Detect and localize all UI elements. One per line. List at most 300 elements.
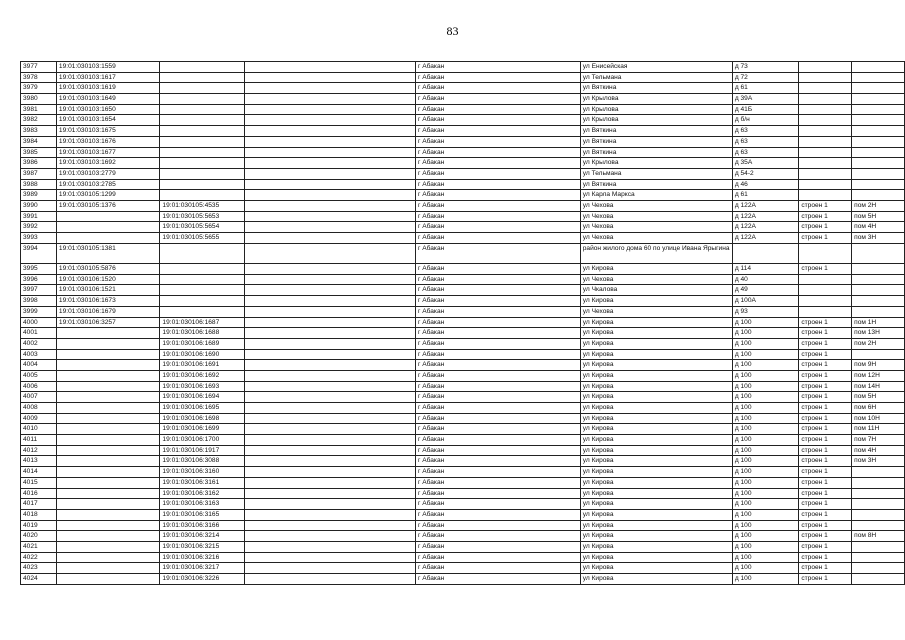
street-cell: ул Кирова [580,424,732,435]
house-cell: д 100 [732,541,799,552]
house-cell: д 100 [732,403,799,414]
city-cell: г Абакан [415,179,580,190]
object-cadastral-number-cell [160,115,244,126]
object-cadastral-number-cell [160,158,244,169]
cadastral-number-cell: 19:01:030103:1617 [56,72,160,83]
row-number-cell: 3993 [21,233,57,244]
city-cell: г Абакан [415,381,580,392]
house-cell: д 100 [732,531,799,542]
table-row [21,72,905,83]
building-cell: строен 1 [799,200,852,211]
cadastral-number-cell [56,413,160,424]
street-cell: ул Крылова [580,115,732,126]
cadastral-number-cell: 19:01:030106:1521 [56,285,160,296]
table-row [21,563,905,574]
empty-cell [244,531,415,542]
object-cadastral-number-cell [160,126,244,137]
object-cadastral-number-cell [160,136,244,147]
city-cell: г Абакан [415,338,580,349]
street-cell: ул Чехова [580,211,732,222]
table-row [21,467,905,478]
room-cell: пом 10Н [852,413,905,424]
table-row [21,424,905,435]
table-row [21,574,905,585]
room-cell [852,243,905,263]
object-cadastral-number-cell: 19:01:030106:3161 [160,477,244,488]
object-cadastral-number-cell: 19:01:030105:5653 [160,211,244,222]
cadastral-number-cell [56,445,160,456]
street-cell: ул Вяткина [580,126,732,137]
house-cell: д 122А [732,200,799,211]
cadastral-number-cell [56,509,160,520]
row-number-cell: 3992 [21,222,57,233]
street-cell: ул Вяткина [580,136,732,147]
city-cell: г Абакан [415,126,580,137]
table-row [21,552,905,563]
table-row [21,264,905,275]
row-number-cell: 3980 [21,94,57,105]
table-row [21,179,905,190]
cadastral-number-cell: 19:01:030103:1559 [56,62,160,73]
object-cadastral-number-cell: 19:01:030106:3088 [160,456,244,467]
cadastral-number-cell: 19:01:030106:1520 [56,274,160,285]
city-cell: г Абакан [415,574,580,585]
cadastral-number-cell: 19:01:030103:1650 [56,104,160,115]
house-cell: д 100 [732,349,799,360]
building-cell: строен 1 [799,445,852,456]
building-cell: строен 1 [799,477,852,488]
object-cadastral-number-cell: 19:01:030106:1917 [160,445,244,456]
cadastral-number-cell [56,338,160,349]
object-cadastral-number-cell: 19:01:030106:3214 [160,531,244,542]
empty-cell [244,136,415,147]
room-cell: пом 4Н [852,445,905,456]
room-cell [852,62,905,73]
room-cell: пом 5Н [852,392,905,403]
row-number-cell: 4007 [21,392,57,403]
object-cadastral-number-cell: 19:01:030106:1689 [160,338,244,349]
table-row [21,370,905,381]
row-number-cell: 4018 [21,509,57,520]
empty-cell [244,179,415,190]
row-number-cell: 3981 [21,104,57,115]
table-row [21,136,905,147]
object-cadastral-number-cell: 19:01:030106:3162 [160,488,244,499]
row-number-cell: 4001 [21,328,57,339]
cadastral-number-cell [56,392,160,403]
cadastral-number-cell: 19:01:030105:5876 [56,264,160,275]
object-cadastral-number-cell: 19:01:030106:3226 [160,574,244,585]
room-cell: пом 12Н [852,370,905,381]
table-row [21,435,905,446]
room-cell [852,467,905,478]
empty-cell [244,104,415,115]
empty-cell [244,190,415,201]
building-cell [799,285,852,296]
house-cell: д 63 [732,147,799,158]
row-number-cell: 4019 [21,520,57,531]
street-cell: ул Кирова [580,445,732,456]
street-cell: ул Кирова [580,435,732,446]
building-cell [799,190,852,201]
empty-cell [244,274,415,285]
street-cell: ул Тельмана [580,168,732,179]
house-cell: д 100 [732,338,799,349]
table-row [21,499,905,510]
city-cell: г Абакан [415,509,580,520]
building-cell: строен 1 [799,222,852,233]
building-cell: строен 1 [799,211,852,222]
house-cell: д 100 [732,435,799,446]
row-number-cell: 3984 [21,136,57,147]
building-cell: строен 1 [799,381,852,392]
city-cell: г Абакан [415,552,580,563]
street-cell: ул Кирова [580,264,732,275]
object-cadastral-number-cell [160,168,244,179]
object-cadastral-number-cell [160,264,244,275]
city-cell: г Абакан [415,520,580,531]
building-cell: строен 1 [799,499,852,510]
empty-cell [244,349,415,360]
room-cell [852,147,905,158]
table-row [21,403,905,414]
city-cell: г Абакан [415,94,580,105]
row-number-cell: 3998 [21,296,57,307]
cadastral-number-cell [56,531,160,542]
house-cell: д 100 [732,477,799,488]
building-cell: строен 1 [799,328,852,339]
city-cell: г Абакан [415,467,580,478]
empty-cell [244,541,415,552]
cadastral-number-cell [56,233,160,244]
row-number-cell: 3990 [21,200,57,211]
room-cell [852,306,905,317]
cadastral-number-cell: 19:01:030103:1692 [56,158,160,169]
house-cell: д 100 [732,370,799,381]
row-number-cell: 3988 [21,179,57,190]
street-cell: ул Кирова [580,403,732,414]
building-cell [799,168,852,179]
cadastral-number-cell [56,360,160,371]
building-cell: строен 1 [799,456,852,467]
cadastral-number-cell: 19:01:030103:1675 [56,126,160,137]
object-cadastral-number-cell: 19:01:030106:3163 [160,499,244,510]
empty-cell [244,435,415,446]
cadastral-number-cell [56,488,160,499]
row-number-cell: 4012 [21,445,57,456]
cadastral-number-cell [56,435,160,446]
row-number-cell: 3985 [21,147,57,158]
table-row [21,413,905,424]
empty-cell [244,115,415,126]
object-cadastral-number-cell: 19:01:030106:3216 [160,552,244,563]
building-cell [799,126,852,137]
city-cell: г Абакан [415,328,580,339]
city-cell: г Абакан [415,147,580,158]
object-cadastral-number-cell: 19:01:030106:3166 [160,520,244,531]
object-cadastral-number-cell: 19:01:030106:3165 [160,509,244,520]
street-cell: ул Крылова [580,158,732,169]
room-cell [852,94,905,105]
room-cell: пом 3Н [852,456,905,467]
object-cadastral-number-cell: 19:01:030106:1695 [160,403,244,414]
street-cell: ул Чехова [580,222,732,233]
city-cell: г Абакан [415,499,580,510]
object-cadastral-number-cell: 19:01:030106:1691 [160,360,244,371]
house-cell: д 100 [732,509,799,520]
street-cell: ул Кирова [580,317,732,328]
house-cell: д 63 [732,126,799,137]
room-cell: пом 11Н [852,424,905,435]
house-cell: д 41Б [732,104,799,115]
row-number-cell: 4020 [21,531,57,542]
city-cell: г Абакан [415,115,580,126]
object-cadastral-number-cell: 19:01:030106:1700 [160,435,244,446]
city-cell: г Абакан [415,306,580,317]
object-cadastral-number-cell [160,179,244,190]
room-cell [852,168,905,179]
room-cell: пом 8Н [852,531,905,542]
row-number-cell: 4010 [21,424,57,435]
row-number-cell: 3978 [21,72,57,83]
building-cell: строен 1 [799,435,852,446]
empty-cell [244,285,415,296]
house-cell: д 49 [732,285,799,296]
house-cell: д 100 [732,563,799,574]
city-cell: г Абакан [415,413,580,424]
row-number-cell: 4008 [21,403,57,414]
house-cell: д 100 [732,424,799,435]
cadastral-number-cell [56,467,160,478]
street-cell: ул Кирова [580,531,732,542]
room-cell [852,72,905,83]
room-cell: пом 5Н [852,211,905,222]
empty-cell [244,381,415,392]
row-number-cell: 3986 [21,158,57,169]
row-number-cell: 3979 [21,83,57,94]
empty-cell [244,413,415,424]
street-cell: ул Кирова [580,349,732,360]
table-row [21,477,905,488]
object-cadastral-number-cell: 19:01:030106:3160 [160,467,244,478]
table-row [21,392,905,403]
empty-cell [244,62,415,73]
table-row [21,381,905,392]
table-row [21,190,905,201]
city-cell: г Абакан [415,190,580,201]
room-cell: пом 6Н [852,403,905,414]
cadastral-number-cell: 19:01:030103:1649 [56,94,160,105]
row-number-cell: 4003 [21,349,57,360]
street-cell: ул Кирова [580,563,732,574]
city-cell: г Абакан [415,477,580,488]
room-cell: пом 2Н [852,338,905,349]
table-row [21,285,905,296]
street-cell: ул Кирова [580,381,732,392]
empty-cell [244,147,415,158]
empty-cell [244,94,415,105]
room-cell: пом 7Н [852,435,905,446]
cadastral-number-cell [56,403,160,414]
empty-cell [244,222,415,233]
cadastral-number-cell: 19:01:030106:3257 [56,317,160,328]
building-cell: строен 1 [799,552,852,563]
empty-cell [244,233,415,244]
row-number-cell: 3982 [21,115,57,126]
city-cell: г Абакан [415,285,580,296]
building-cell [799,104,852,115]
city-cell: г Абакан [415,168,580,179]
object-cadastral-number-cell [160,274,244,285]
house-cell: д 93 [732,306,799,317]
table-row [21,222,905,233]
house-cell: д 73 [732,62,799,73]
house-cell: д 122А [732,222,799,233]
city-cell: г Абакан [415,136,580,147]
room-cell [852,349,905,360]
house-cell: д 100 [732,467,799,478]
building-cell: строен 1 [799,392,852,403]
cadastral-number-cell: 19:01:030105:1376 [56,200,160,211]
row-number-cell: 3983 [21,126,57,137]
empty-cell [244,456,415,467]
room-cell: пом 13Н [852,328,905,339]
row-number-cell: 4006 [21,381,57,392]
room-cell [852,520,905,531]
building-cell [799,72,852,83]
house-cell: д 61 [732,190,799,201]
street-cell: район жилого дома 60 по улице Ивана Ярыгина [580,243,732,263]
house-cell: д 114 [732,264,799,275]
registry-table [20,61,905,585]
room-cell [852,274,905,285]
street-cell: ул Кирова [580,520,732,531]
room-cell [852,563,905,574]
house-cell: д 100 [732,381,799,392]
empty-cell [244,83,415,94]
object-cadastral-number-cell: 19:01:030106:1693 [160,381,244,392]
cadastral-number-cell [56,541,160,552]
house-cell: д 100 [732,456,799,467]
city-cell: г Абакан [415,435,580,446]
room-cell: пом 2Н [852,200,905,211]
cadastral-number-cell: 19:01:030103:1654 [56,115,160,126]
house-cell: д 100 [732,392,799,403]
building-cell: строен 1 [799,541,852,552]
table-row [21,211,905,222]
cadastral-number-cell [56,477,160,488]
building-cell: строен 1 [799,531,852,542]
street-cell: ул Кирова [580,328,732,339]
empty-cell [244,445,415,456]
city-cell: г Абакан [415,104,580,115]
street-cell: ул Крылова [580,94,732,105]
building-cell [799,306,852,317]
registry-body [21,62,905,585]
house-cell: д 100 [732,413,799,424]
empty-cell [244,370,415,381]
object-cadastral-number-cell: 19:01:030106:1688 [160,328,244,339]
building-cell: строен 1 [799,520,852,531]
empty-cell [244,306,415,317]
house-cell: д 100 [732,552,799,563]
house-cell: д 35А [732,158,799,169]
table-row [21,62,905,73]
city-cell: г Абакан [415,456,580,467]
object-cadastral-number-cell [160,104,244,115]
city-cell: г Абакан [415,392,580,403]
room-cell [852,499,905,510]
house-cell: д 39А [732,94,799,105]
house-cell: д 122А [732,233,799,244]
object-cadastral-number-cell [160,190,244,201]
row-number-cell: 4021 [21,541,57,552]
street-cell: ул Чехова [580,200,732,211]
object-cadastral-number-cell: 19:01:030106:1690 [160,349,244,360]
street-cell: ул Кирова [580,499,732,510]
table-row [21,94,905,105]
row-number-cell: 4002 [21,338,57,349]
row-number-cell: 3977 [21,62,57,73]
building-cell: строен 1 [799,467,852,478]
building-cell: строен 1 [799,574,852,585]
room-cell [852,179,905,190]
city-cell: г Абакан [415,563,580,574]
city-cell: г Абакан [415,370,580,381]
room-cell [852,285,905,296]
cadastral-number-cell: 19:01:030103:2779 [56,168,160,179]
building-cell: строен 1 [799,349,852,360]
table-row [21,445,905,456]
object-cadastral-number-cell [160,296,244,307]
street-cell: ул Вяткина [580,83,732,94]
cadastral-number-cell [56,328,160,339]
street-cell: ул Кирова [580,296,732,307]
building-cell [799,62,852,73]
room-cell: пом 1Н [852,317,905,328]
row-number-cell: 3996 [21,274,57,285]
building-cell [799,94,852,105]
object-cadastral-number-cell [160,72,244,83]
building-cell: строен 1 [799,264,852,275]
empty-cell [244,392,415,403]
cadastral-number-cell [56,499,160,510]
room-cell: пом 9Н [852,360,905,371]
house-cell: д 100 [732,574,799,585]
street-cell: ул Чехова [580,274,732,285]
table-row [21,306,905,317]
row-number-cell: 4014 [21,467,57,478]
building-cell: строен 1 [799,563,852,574]
empty-cell [244,477,415,488]
table-row [21,349,905,360]
building-cell [799,158,852,169]
building-cell: строен 1 [799,360,852,371]
object-cadastral-number-cell: 19:01:030105:5654 [160,222,244,233]
building-cell [799,179,852,190]
table-row [21,104,905,115]
house-cell [732,243,799,263]
city-cell: г Абакан [415,445,580,456]
table-row [21,520,905,531]
table-row [21,360,905,371]
city-cell: г Абакан [415,274,580,285]
city-cell: г Абакан [415,158,580,169]
building-cell [799,115,852,126]
room-cell [852,488,905,499]
row-number-cell: 4004 [21,360,57,371]
object-cadastral-number-cell: 19:01:030106:1692 [160,370,244,381]
